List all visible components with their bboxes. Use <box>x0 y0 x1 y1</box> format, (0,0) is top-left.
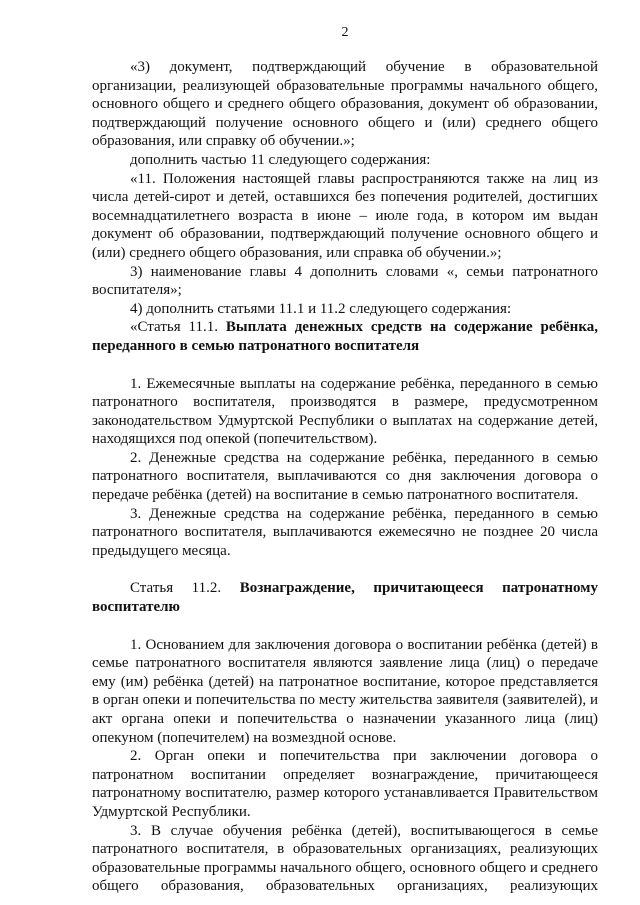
article-11-2-part-2: 2. Орган опеки и попечительства при заключении договора о патронатном воспитании определяет вознаграждение, причитающееся патронатному воспитателю, размер которого устанавливается Правительством Удмуртской Республики. <box>92 748 598 820</box>
page-number: 2 <box>341 25 349 40</box>
article-11-1-title: Выплата денежных средств на содержание ребёнка, переданного в семью патронатного воспитателя <box>92 319 598 354</box>
paragraph-item-4: 4) дополнить статьями 11.1 и 11.2 следующего содержания: <box>130 300 512 317</box>
document-body <box>92 58 598 896</box>
article-11-1-prefix: «Статья 11.1. <box>130 319 226 336</box>
article-11-1-part-3: 3. Денежные средства на содержание ребёнка, переданного в семью патронатного воспитателя, выплачиваются ежемесячно не позднее 20 числа предыдущего месяца. <box>92 505 598 559</box>
article-11-2-title: Вознаграждение, причитающееся патронатному воспитателю <box>92 580 598 616</box>
article-11-1-heading <box>92 318 598 355</box>
article-11-1-part-1: 1. Ежемесячные выплаты на содержание ребёнка, переданного в семью патронатного воспитателя, производятся в размере, предусмотренном законодательством Удмуртской Республики о выплатах на содержание детей, находящихся под опекой (попечительством). <box>92 375 598 448</box>
paragraph-item-3-chapter-4: 3) наименование главы 4 дополнить словами «, семьи патронатного воспитателя»; <box>92 263 598 299</box>
article-11-2-part-1: 1. Основанием для заключения договора о воспитании ребёнка (детей) в семье патронатного воспитателя являются заявление лица (лиц) о передаче ему (им) ребёнка (детей) на патронатное воспитание, которое представляется в орган опеки и попечительства по месту жительства заявителя (заявителей), и акт органа опеки и попечительства о назначении указанного лица (лиц) опекуном (попечителем) на возмездной основе. <box>92 636 598 746</box>
article-11-2-heading <box>92 579 598 616</box>
article-11-2-prefix: Статья 11.2. <box>130 580 240 597</box>
article-11-2-part-3: 3. В случае обучения ребёнка (детей), воспитывающегося в семье патронатного воспитателя, в образовательных организациях, реализующих образовательные программы начального общего, основного общего и среднего общего образования, образовательных организациях, реализующих <box>92 822 598 895</box>
paragraph-part-11: «11. Положения настоящей главы распространяются также на лиц из числа детей-сирот и детей, оставшихся без попечения родителей, достигших восемнадцатилетнего возраста в июне – июле года, в котором им выдан документ об образовании, подтверждающий получение основного общего и (или) среднего общего образования, или справка об обучении.»; <box>92 170 598 261</box>
article-11-1-part-2: 2. Денежные средства на содержание ребёнка, переданного в семью патронатного воспитателя, выплачиваются со дня заключения договора о передаче ребёнка (детей) на воспитание в семью патронатного воспитателя. <box>92 449 598 504</box>
paragraph-instruction-part-11: дополнить частью 11 следующего содержания: <box>130 151 431 168</box>
paragraph-item-3: «3) документ, подтверждающий обучение в образовательной организации, реализующей образовательные программы начального общего, основного общего и среднего общего образования, документ об образовании, подтверждающий получение основного общего и (или) среднего общего образования, или справку об обучении.»; <box>92 59 598 150</box>
